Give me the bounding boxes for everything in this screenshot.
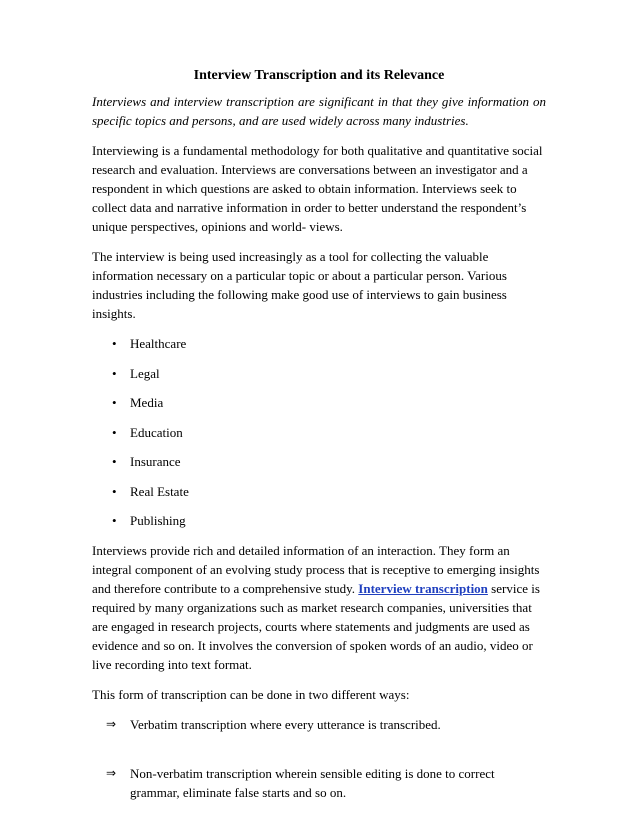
list-item-label: Healthcare: [130, 336, 187, 351]
paragraph-text-start: Interviews provide rich and detailed information of an interaction. They form an integral component of an evolving study process that is receptive to emerging insights and therefore contribute to a comprehensive study.: [92, 542, 540, 596]
paragraph-ways: This form of transcription can be done in two different ways:: [92, 686, 410, 702]
transcription-ways-list: [92, 715, 546, 802]
list-item-label: Media: [130, 395, 164, 410]
document-title: Interview Transcription and its Relevance: [193, 68, 445, 83]
paragraph-transcription: [92, 541, 546, 674]
list-item-label: Non-verbatim transcription wherein sensible editing is done to correct grammar, eliminate false starts and so on.: [130, 765, 495, 800]
bullet-icon: •: [112, 513, 117, 528]
bullet-icon: •: [112, 365, 117, 381]
bullet-icon: •: [112, 424, 117, 440]
paragraph-text-end: service is required by many organizations such as market research companies, universities that are engaged in research projects, courts where statements and judgments are used as evidence and so on. It involves the conversion of spoken words of an audio, video or live recording into text format.: [92, 580, 540, 672]
list-item-label: Education: [130, 424, 183, 440]
list-item: [92, 511, 546, 541]
double-arrow-right-icon: ⇒: [106, 765, 117, 780]
paragraph-industries: The interview is being used increasingly as a tool for collecting the valuable information necessary on a particular topic or about a particular person. Various industries including the following make good use of interviews to gain business insights.: [92, 249, 507, 321]
interview-transcription-link[interactable]: Interview transcription: [358, 580, 488, 596]
bullet-icon: •: [112, 483, 117, 499]
industry-list: [92, 334, 546, 541]
list-item-label: Real Estate: [130, 483, 189, 499]
list-item: [92, 334, 546, 364]
list-item-label: Verbatim transcription where every utterance is transcribed.: [130, 716, 441, 732]
bullet-icon: •: [112, 395, 117, 410]
intro-paragraph: Interviews and interview transcription are significant in that they give information on specific topics and persons, and are used widely across many industries.: [92, 94, 546, 128]
double-arrow-right-icon: ⇒: [106, 716, 117, 731]
list-item: [92, 715, 546, 734]
list-item-label: Insurance: [130, 454, 181, 469]
document-page: [92, 66, 546, 815]
list-item-label: Publishing: [130, 513, 186, 528]
bullet-icon: •: [112, 454, 117, 469]
list-item: [92, 482, 546, 512]
list-item: [92, 423, 546, 453]
list-item: [92, 452, 546, 482]
list-item: [92, 364, 546, 394]
bullet-icon: •: [112, 336, 117, 351]
list-item: [92, 764, 546, 802]
list-item: [92, 393, 546, 423]
paragraph-interviewing: Interviewing is a fundamental methodology for both qualitative and quantitative social research and evaluation. Interviews are conversations between an investigator and a respondent in which questions are asked to obtain information. Interviews seek to collect data and narrative information in order to better understand the respondent’s unique perspectives, opinions and world- views.: [92, 143, 543, 234]
list-item-label: Legal: [130, 365, 160, 381]
